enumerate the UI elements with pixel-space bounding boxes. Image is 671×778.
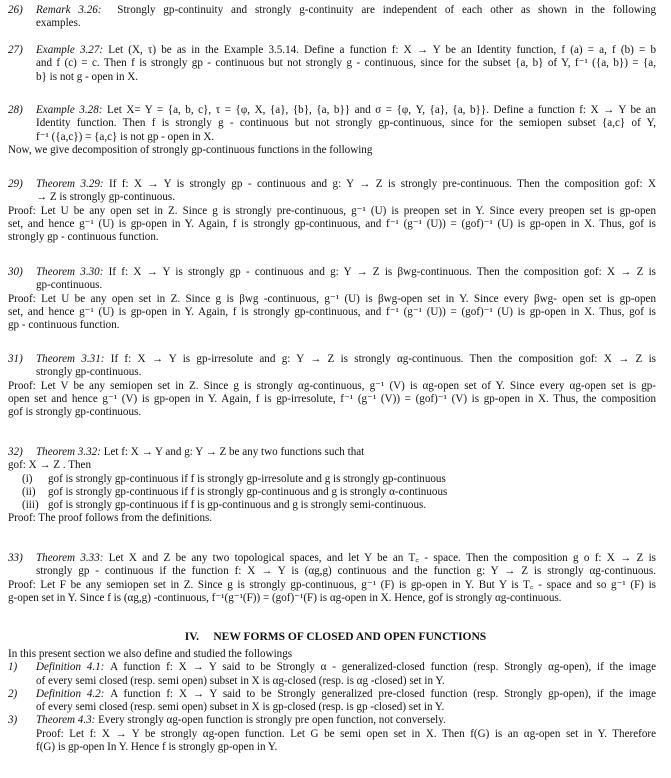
item-text: If f: X → Y is gp-irresolute and g: Y → Z is strongly αg-continuous. Then the composition gof: X → Z is xyxy=(110,353,656,365)
example-3-27 xyxy=(8,44,656,84)
theorem-3-31 xyxy=(8,353,656,419)
item-text: gp-continuous. xyxy=(36,279,103,292)
item-text: Let X= Y = {a, b, c}, τ = {φ, X, {a}, {b}, {a, b}} and σ = {φ, Y, {a}, {a, b}}. Define a function f: X → Y be an xyxy=(107,104,656,116)
item-text: If f: X → Y is strongly gp - continuous and g: Y → Z is strongly pre-continuous. Then the composition gof: X xyxy=(109,178,656,190)
item-label: Theorem 3.32: xyxy=(36,446,101,458)
section-heading: IV. NEW FORMS OF CLOSED AND OPEN FUNCTIONS xyxy=(184,631,487,643)
item-text: and f (c) = c. Then f is strongly gp - continuous but not strongly g - continuous, since for the subset {a, b} of Y, f⁻¹ ({a, b}) = {a, xyxy=(36,57,656,70)
proof-text: strongly gp - continuous function. xyxy=(8,231,159,244)
theorem-3-33 xyxy=(8,552,656,605)
proof-text: gp - continuous function. xyxy=(8,319,120,332)
item-number: 30) xyxy=(8,266,23,278)
item-text: Let (X, τ) be as in the Example 3.5.14. Define a function f: X → Y be an Identity function, f (a) = a, f (b) = b xyxy=(108,44,656,56)
theorem-3-29 xyxy=(8,178,656,244)
item-number: 33) xyxy=(8,552,23,564)
item-text: b} is not g - open in X. xyxy=(36,70,139,83)
proof-text: Proof: Let U be any open set in Z. Since g is βwg -continuous, g⁻¹ (U) is βwg-open set in Y. Since every βwg- open set is gp-open xyxy=(8,292,656,305)
item-text: examples. xyxy=(36,17,81,30)
proof-text: open set and hence g⁻¹ (V) is gp-open in Y. Again, f is gp-irresolute, f⁻¹ (g⁻¹ (V)) = (gof)⁻¹ (V) is gp-open in X. Thus, the composition xyxy=(8,392,656,405)
section-body xyxy=(8,648,656,754)
item-text: Let f: X → Y and g: Y → Z be any two functions such that xyxy=(103,446,365,458)
item-text: Identity function. Then f is strongly g - continuous but not strongly gp-continuous, since for the semiopen subset {a,c} of Y, xyxy=(36,117,656,130)
proof-text: Proof: Let F be any semiopen set in Z. Since g is strongly gp-continuous, g⁻¹ (F) is gp-open in Y. But Y is T꜀ - space and so g⁻¹ (F) is xyxy=(8,578,656,591)
item-text: f⁻¹ ({a,c}) = {a,c} is not gp - open in X. xyxy=(36,130,215,143)
item-text: If f: X → Y is strongly gp - continuous and g: Y → Z is βwg-continuous. Then the composition gof: X → Z is xyxy=(108,266,656,278)
proof-text: g-open set in Y. Since f is (αg,g) -continuous, f⁻¹(g⁻¹(F)) = (gof)⁻¹(F) is αg-open in X. Hence, gof is strongly αg-continuous. xyxy=(8,591,562,604)
example-3-28 xyxy=(8,104,656,157)
item-number: 32) xyxy=(8,446,23,458)
proof-text: Proof: Let f: X → Y be strongly αg-open function. Let G be semi open set in X. Then f(G) is an αg-open set in Y. Therefore xyxy=(36,727,656,740)
proof-text: Proof: Let V be any semiopen set in Z. Since g is strongly αg-continuous, g⁻¹ (V) is αg-open set of Y. Since every αg-open set is gp- xyxy=(8,379,656,392)
item-text: Let X and Z be any two topological spaces, and let Y be an T꜀ - space. Then the composition g o f: X → Z is xyxy=(108,552,656,564)
item-label: Theorem 3.33: xyxy=(36,552,104,564)
proof-text: set, and hence g⁻¹ (U) is gp-open in Y. Again, f is strongly gp-continuous, and f⁻¹ (g⁻¹ (U)) = (gof)⁻¹ (U) is gp-open in X. Thus, gof is xyxy=(8,305,656,318)
proof-text: set, and hence g⁻¹ (U) is gp-open in Y. Again, f is strongly gp-continuous, and f⁻¹ (g⁻¹ (U)) = (gof)⁻¹ (U) is gp-open in X. Thus, gof is xyxy=(8,217,656,230)
item-label: Theorem 3.29: xyxy=(36,178,104,190)
item-label: Theorem 3.30: xyxy=(36,266,104,278)
case-item: (ii) gof is strongly gp-continuous if f is strongly gp-continuous and g is strongly α-continuous xyxy=(22,485,448,498)
item-text: strongly gp - continuous if the function f: X → Y is (αg,g) continuous and the function g: Y → Z is strongly αg-continuous. xyxy=(36,565,656,578)
remark-3-26 xyxy=(8,4,656,31)
item-number: 31) xyxy=(8,353,23,365)
item-label: Theorem 3.31: xyxy=(36,353,105,365)
proof-text: gof is strongly gp-continuous. xyxy=(8,406,142,419)
item-text: → Z is strongly gp-continuous. xyxy=(36,191,175,204)
item-label: Remark 3.26: xyxy=(36,4,102,16)
item-number: 29) xyxy=(8,178,23,190)
case-item: (iii) gof is strongly gp-continuous if f is gp-continuous and g is strongly semi-continuous. xyxy=(22,499,427,512)
item-text: Now, we give decomposition of strongly gp-continuous functions in the following xyxy=(8,143,373,156)
definition-text: of every semi closed (resp. semi open) subset in X is gp-closed (resp. is gp -closed) set in Y. xyxy=(36,701,445,714)
item-label: Example 3.28: xyxy=(36,104,103,116)
item-number: 26) xyxy=(8,4,23,16)
item-number: 28) xyxy=(8,104,23,116)
proof-text: Proof: Let U be any open set in Z. Since g is strongly pre-continuous, g⁻¹ (U) is preopen set in Y. Since every preopen set is gp-open xyxy=(8,204,656,217)
item-text: Strongly gp-continuity and strongly g-continuity are independent of each other as shown in the following xyxy=(117,4,656,16)
proof-text: Proof: The proof follows from the definitions. xyxy=(8,512,213,525)
proof-text: f(G) is gp-open In Y. Hence f is strongly gp-open in Y. xyxy=(36,741,278,754)
theorem-4-3: 3) Theorem 4.3: Every strongly αg-open function is strongly pre open function, not conversely. xyxy=(8,714,446,727)
definition-text: of every semi closed (resp. semi open) subset in X is αg-closed (resp. is αg -closed) set in Y. xyxy=(36,674,445,687)
item-label: Example 3.27: xyxy=(36,44,104,56)
item-text: gof: X → Z . Then xyxy=(8,459,91,472)
definition-4-2: 2) Definition 4.2: A function f: X → Y said to be Strongly generalized pre-closed function (resp. Strongly gp-open), if the image xyxy=(8,687,656,700)
case-item: (i) gof is strongly gp-continuous if f is strongly gp-irresolute and g is strongly gp-continuous xyxy=(22,472,446,485)
theorem-3-30 xyxy=(8,266,656,332)
definition-4-1: 1) Definition 4.1: A function f: X → Y said to be Strongly α - generalized-closed function (resp. Strongly αg-open), if the image xyxy=(8,661,656,674)
item-text: strongly gp-continuous. xyxy=(36,366,142,379)
item-number: 27) xyxy=(8,44,23,56)
theorem-3-32 xyxy=(8,446,656,526)
section-intro: In this present section we also define and studied the followings xyxy=(8,648,293,660)
